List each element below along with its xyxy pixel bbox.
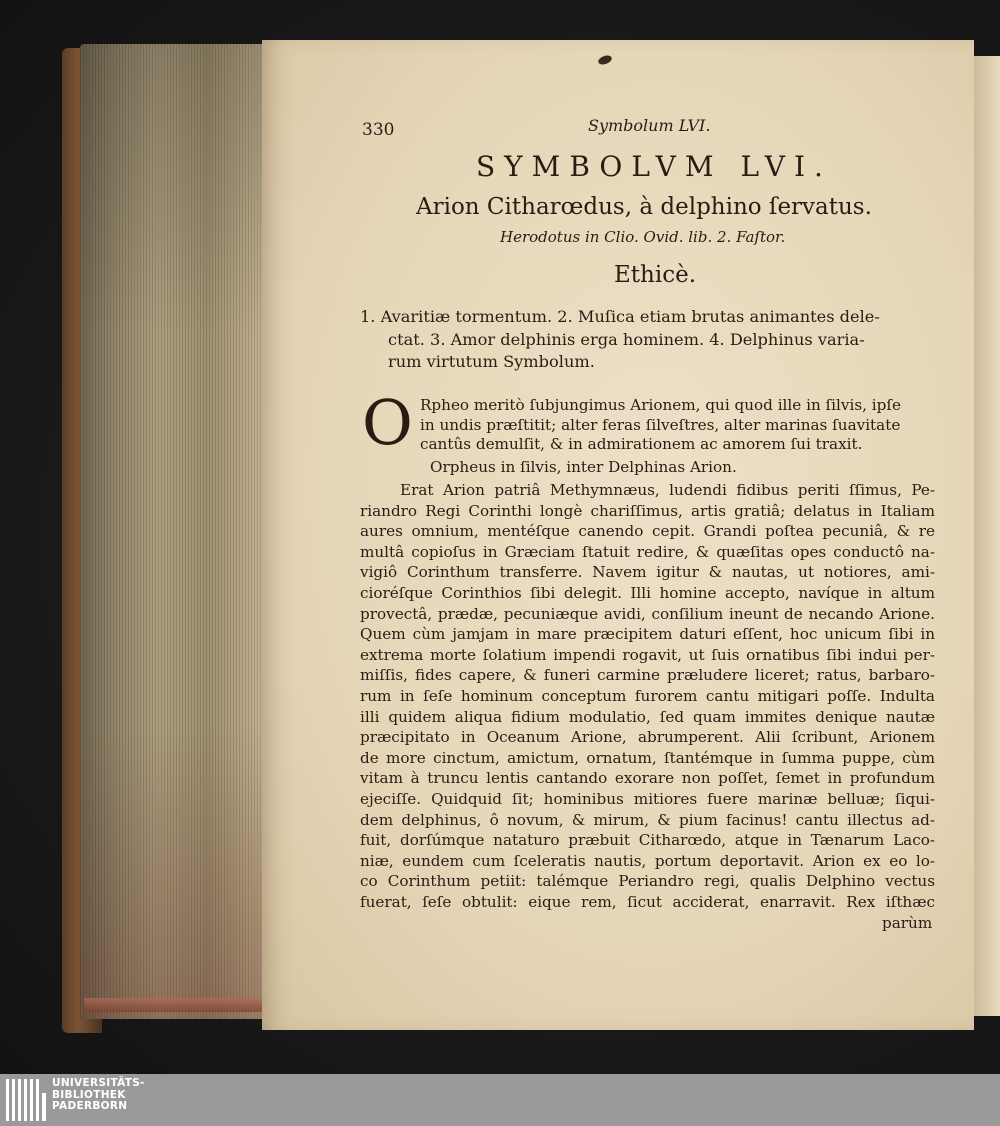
section-heading: Ethicè.	[614, 262, 697, 288]
verse-line: Orpheus in ſilvis, inter Delphinas Arion.	[430, 458, 737, 476]
body-line: co Corinthum petiit: talémque Periandro regi, qualis Delphino vectus	[360, 872, 935, 891]
body-line: ejeciſſe. Quidquid ſit; hominibus mitiores fuere marinæ belluæ; ſiqui-	[360, 789, 935, 808]
body-line: rum in ſeſe hominum conceptum furorem cantu mitigari poſſe. Indulta	[360, 686, 935, 705]
thesis-line: ctat. 3. Amor delphinis erga hominem. 4. Delphinus varia-	[388, 329, 865, 349]
body-line: riandro Regi Corinthi longè chariſſimus, artis gratiâ; delatus in Italiam	[360, 501, 935, 520]
body-line: præcipitato in Oceanum Arione, abrumperent. Alii ſcribunt, Arionem	[360, 728, 935, 747]
body-line: illi quidem aliqua fidium modulatio, ſed quam immites denique nautæ	[360, 707, 935, 726]
intro-line: in undis præſtitit; alter feras ſilveſtres, alter marinas ſuavitate	[420, 415, 901, 434]
body-line: extrema morte ſolatium impendi rogavit, ut ſuis ornatibus ſibi indui per-	[360, 645, 935, 664]
drop-capital: O	[362, 386, 413, 459]
page-number: 330	[362, 120, 395, 140]
body-line: vigiô Corinthum transferre. Navem igitur & nautas, ut notiores, ami-	[360, 563, 935, 582]
body-line: niæ, eundem cum ſceleratis nautis, portum deportavit. Arion ex eo lo-	[360, 851, 935, 870]
body-line: Quem cùm jamjam in mare præcipitem daturi eſſent, hoc unicum ſibi in	[360, 625, 935, 644]
catchword: parùm	[882, 914, 933, 932]
body-line: de more cinctum, amictum, ornatum, ſtantémque in ſumma puppe, cùm	[360, 748, 935, 767]
logo-line: PADERBORN	[52, 1100, 128, 1112]
page-block-shade	[80, 44, 276, 1019]
intro-paragraph	[420, 396, 935, 455]
body-line: vitam à truncu lentis cantando exorare non poſſet, ſemet in profundum	[360, 769, 935, 788]
theses-list	[360, 306, 940, 374]
library-logo-icon	[6, 1079, 46, 1121]
body-line: miſſis, fides capere, & funeri carmine præludere liceret; ratus, barbaro-	[360, 666, 935, 685]
thesis-line: 1. Avaritiæ tormentum. 2. Muſica etiam brutas animantes dele-	[360, 307, 880, 326]
facing-page-edge	[972, 56, 1000, 1016]
body-line: dem delphinus, ô novum, & mirum, & pium facinus! cantu illectus ad-	[360, 810, 935, 829]
page-title: SYMBOLVM LVI.	[476, 150, 832, 183]
library-footer-banner	[0, 1074, 1000, 1126]
intro-line: Rpheo meritò ſubjungimus Arionem, qui quod ille in ſilvis, ipſe	[420, 396, 901, 414]
body-line: Erat Arion patriâ Methymnæus, ludendi fidibus periti ſſimus, Pe-	[400, 481, 935, 499]
source-citation: Herodotus in Clio. Ovid. lib. 2. Faſtor.	[500, 228, 786, 246]
body-line: aures omnium, mentéſque canendo cepit. Grandi poſtea pecuniâ, & re	[360, 522, 935, 541]
intro-line: cantûs demulſit, & in admirationem ac amorem ſui traxit.	[420, 435, 863, 453]
body-line: fuerat, ſeſe obtulit: eique rem, ſicut acciderat, enarravit. Rex iſthæc	[360, 892, 935, 911]
page-subtitle: Arion Citharœdus, à delphino ſervatus.	[416, 194, 872, 220]
logo-line: UNIVERSITÄTS-	[52, 1077, 145, 1089]
thesis-line: rum virtutum Symbolum.	[388, 352, 595, 371]
body-line: multâ copioſus in Græciam ſtatuit redire, & quæſitas opes conductô na-	[360, 542, 935, 561]
body-text	[360, 480, 935, 912]
body-line: cioréſque Corinthios ſibi delegit. Illi homine accepto, navíque in altum	[360, 583, 935, 602]
body-line: fuit, dorſúmque nataturo præbuit Citharœdo, atque in Tænarum Laco-	[360, 831, 935, 850]
running-head: Symbolum LVI.	[588, 116, 711, 135]
body-line: provectâ, prædæ, pecuniæque avidi, conſilium ineunt de necando Arione.	[360, 604, 935, 623]
logo-line: BIBLIOTHEK	[52, 1088, 126, 1101]
library-logo-text	[52, 1078, 145, 1113]
page-bottom-edge	[84, 998, 274, 1012]
